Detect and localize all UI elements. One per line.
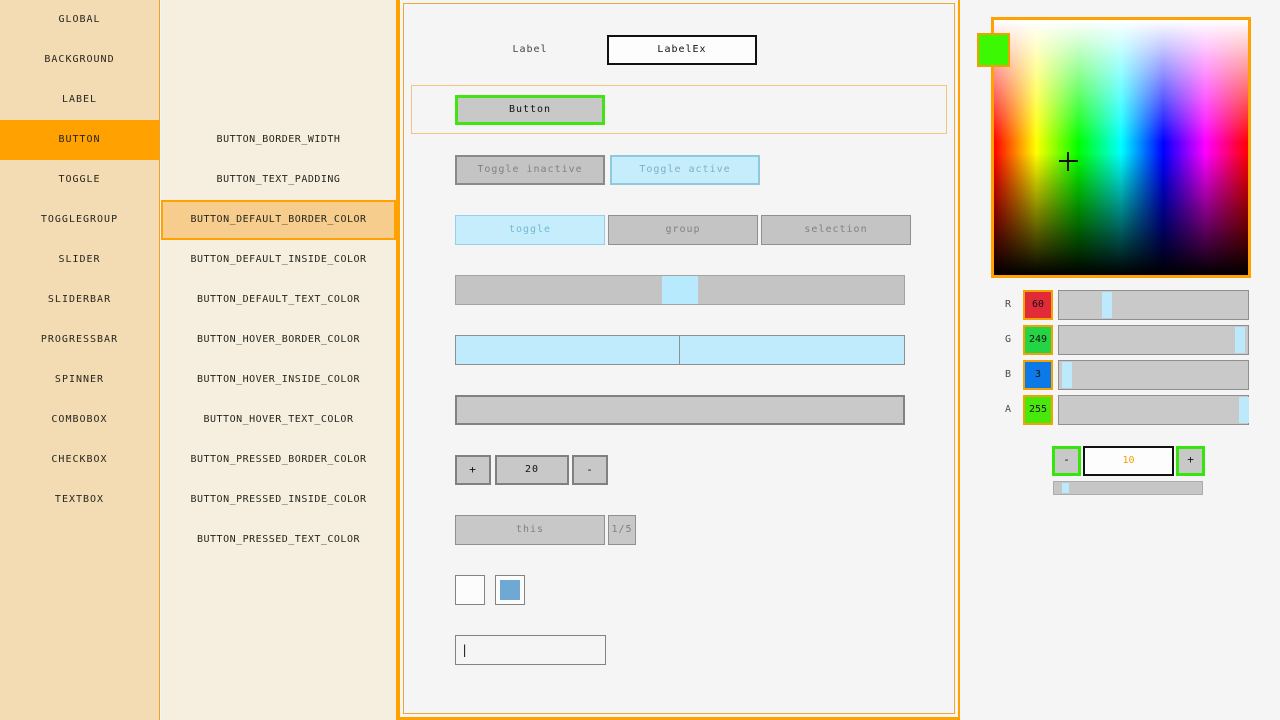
channel-slider-r[interactable] bbox=[1058, 290, 1249, 320]
property-item[interactable]: BUTTON_HOVER_BORDER_COLOR bbox=[196, 334, 360, 345]
preview-checkbox-checked[interactable] bbox=[495, 575, 525, 605]
sidebar-item[interactable]: BACKGROUND bbox=[44, 54, 115, 65]
size-sliderbar-handle[interactable] bbox=[1062, 483, 1069, 493]
property-item[interactable]: BUTTON_DEFAULT_BORDER_COLOR bbox=[161, 200, 396, 240]
sidebar-item[interactable]: GLOBAL bbox=[58, 14, 101, 25]
preview-toggle-inactive[interactable]: Toggle inactive bbox=[455, 155, 605, 185]
sliderbar-divider bbox=[679, 336, 680, 364]
spinner-plus-button[interactable]: + bbox=[455, 455, 491, 485]
channel-label-a: A bbox=[1004, 404, 1012, 415]
preview-togglegroup-toggle[interactable]: toggle bbox=[455, 215, 605, 245]
preview-progressbar bbox=[455, 395, 905, 425]
sidebar-item[interactable]: TOGGLEGROUP bbox=[40, 214, 119, 225]
preview-button[interactable]: Button bbox=[455, 95, 605, 125]
checkbox-check-mark bbox=[500, 580, 520, 600]
channel-slider-handle-b[interactable] bbox=[1062, 362, 1072, 388]
channel-value-b[interactable]: 3 bbox=[1023, 360, 1053, 390]
preview-combobox-counter[interactable]: 1/5 bbox=[608, 515, 636, 545]
sidebar-item[interactable]: COMBOBOX bbox=[51, 414, 108, 425]
sidebar-item[interactable]: BUTTON bbox=[0, 120, 159, 160]
property-item[interactable]: BUTTON_HOVER_TEXT_COLOR bbox=[203, 414, 354, 425]
spinner-minus-button[interactable]: - bbox=[572, 455, 608, 485]
sidebar-item[interactable]: SLIDER bbox=[58, 254, 101, 265]
channel-slider-handle-r[interactable] bbox=[1102, 292, 1112, 318]
properties-panel bbox=[161, 0, 398, 720]
property-item[interactable]: BUTTON_PRESSED_BORDER_COLOR bbox=[190, 454, 367, 465]
sidebar-item[interactable]: LABEL bbox=[61, 94, 98, 105]
spinner-value-box[interactable]: 20 bbox=[495, 455, 569, 485]
text-cursor: | bbox=[461, 643, 470, 657]
sidebar-item[interactable]: SLIDERBAR bbox=[47, 294, 112, 305]
preview-toggle-active[interactable]: Toggle active bbox=[610, 155, 760, 185]
property-item[interactable]: BUTTON_DEFAULT_TEXT_COLOR bbox=[196, 294, 360, 305]
channel-label-b: B bbox=[1004, 369, 1012, 380]
channel-slider-handle-a[interactable] bbox=[1239, 397, 1249, 423]
size-spinner-plus-button[interactable]: + bbox=[1176, 446, 1205, 476]
channel-slider-handle-g[interactable] bbox=[1235, 327, 1245, 353]
sidebar-item[interactable]: CHECKBOX bbox=[51, 454, 108, 465]
size-sliderbar[interactable] bbox=[1053, 481, 1203, 495]
preview-slider[interactable] bbox=[455, 275, 905, 305]
slider-handle[interactable] bbox=[662, 276, 698, 304]
controls-sidebar bbox=[0, 0, 160, 720]
channel-slider-g[interactable] bbox=[1058, 325, 1249, 355]
preview-panel bbox=[398, 0, 960, 720]
sidebar-item[interactable]: PROGRESSBAR bbox=[40, 334, 119, 345]
preview-labelex-box[interactable]: LabelEx bbox=[607, 35, 757, 65]
preview-textbox[interactable] bbox=[455, 635, 606, 665]
property-item[interactable]: BUTTON_DEFAULT_INSIDE_COLOR bbox=[190, 254, 367, 265]
current-color-swatch bbox=[977, 33, 1010, 67]
property-item[interactable]: BUTTON_TEXT_PADDING bbox=[216, 174, 341, 185]
size-spinner-value-box[interactable]: 10 bbox=[1083, 446, 1174, 476]
preview-sliderbar[interactable] bbox=[455, 335, 905, 365]
property-item[interactable]: BUTTON_HOVER_INSIDE_COLOR bbox=[196, 374, 360, 385]
channel-slider-b[interactable] bbox=[1058, 360, 1249, 390]
preview-combobox[interactable]: this bbox=[455, 515, 605, 545]
sidebar-item[interactable]: TOGGLE bbox=[58, 174, 101, 185]
channel-value-g[interactable]: 249 bbox=[1023, 325, 1053, 355]
channel-slider-a[interactable] bbox=[1058, 395, 1249, 425]
properties-list bbox=[161, 120, 396, 560]
preview-togglegroup-selection[interactable]: selection bbox=[761, 215, 911, 245]
property-item[interactable]: BUTTON_PRESSED_INSIDE_COLOR bbox=[190, 494, 367, 505]
channel-label-g: G bbox=[1004, 334, 1012, 345]
channel-label-r: R bbox=[1004, 299, 1012, 310]
property-item[interactable]: BUTTON_PRESSED_TEXT_COLOR bbox=[196, 534, 360, 545]
channel-value-r[interactable]: 60 bbox=[1023, 290, 1053, 320]
size-spinner-minus-button[interactable]: - bbox=[1052, 446, 1081, 476]
preview-checkbox-unchecked[interactable] bbox=[455, 575, 485, 605]
property-item[interactable]: BUTTON_BORDER_WIDTH bbox=[216, 134, 341, 145]
channel-value-a[interactable]: 255 bbox=[1023, 395, 1053, 425]
sidebar-item[interactable]: SPINNER bbox=[54, 374, 105, 385]
sidebar-item[interactable]: TEXTBOX bbox=[54, 494, 105, 505]
crosshair-icon bbox=[1067, 152, 1069, 171]
preview-label: Label bbox=[512, 44, 548, 55]
preview-togglegroup-group[interactable]: group bbox=[608, 215, 758, 245]
color-picker-gradient[interactable] bbox=[991, 17, 1251, 278]
